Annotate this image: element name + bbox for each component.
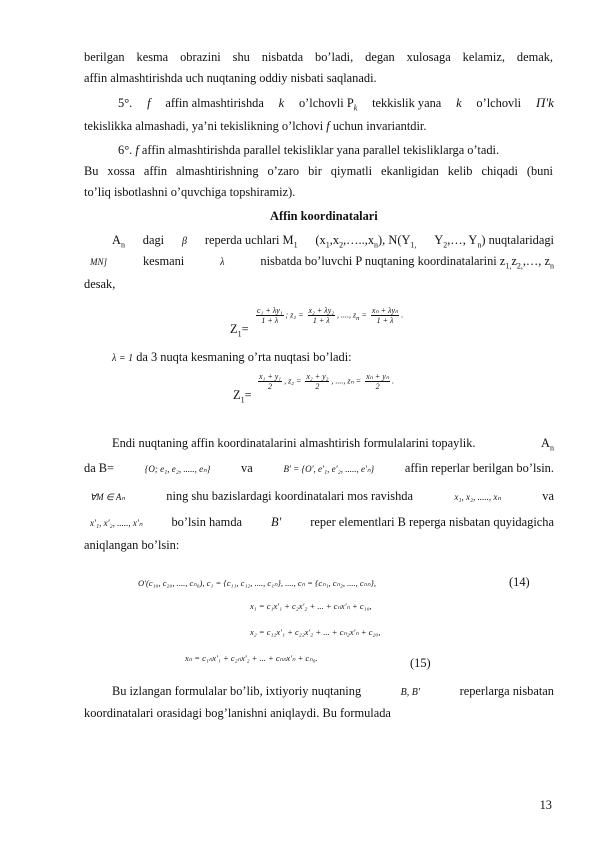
basis-b: {O; e₁, e₂, ....., eₙ} — [144, 464, 211, 474]
affin-line: aniqlangan bo’lsin: — [84, 538, 180, 552]
page-number: 13 — [539, 798, 552, 812]
affin-line: da B= {O; e₁, e₂, ....., eₙ} va B′ = {O′, e′₁, e′₂, ....., e′ₙ} affin reperlar berilgan bo’lsin. — [84, 461, 554, 475]
basis-b-prime: B′ = {O′, e′₁, e′₂, ....., e′ₙ} — [283, 464, 375, 474]
final-line: koordinatalari orasidagi bog’lanishni aniqlaydi. Bu formulada — [84, 706, 391, 720]
item-number: 5°. — [118, 96, 133, 110]
item-5-line: tekislikka almashadi, ya’ni tekislikning o’lchovi f uchun invariantdir. — [84, 119, 427, 133]
text: affin almashtirishda — [165, 96, 264, 110]
coords-line: MN] kesmani λ nisbatda bo’luvchi P nuqtaning koordinatalarini $z_{1,}z_{2,},\dots$, $z_n$ — [90, 254, 554, 271]
symbol-pi-k: Π′k — [535, 95, 554, 110]
equation-15-row-2: x₂ = c₁₂x′₁ + c₂₂x′₂ + ... + cₙ₂x′ₙ + c₂₀, — [250, 627, 381, 637]
section-heading: Affin koordinatalari — [270, 209, 378, 223]
z1-label: $Z_1=$ — [230, 322, 249, 339]
affin-line: Endi nuqtaning affin koordinatalarini almashtirish formulalarini topaylik. $A_n$ — [112, 436, 554, 453]
equation-number-15: (15) — [410, 656, 431, 670]
item-6-line: 6°. f affin almashtirishda parallel tekisliklar yana parallel tekisliklarga o’tadi. — [118, 143, 500, 157]
coords-x-prime: x′₁, x′₂, ....., x′ₙ — [90, 518, 143, 528]
forall-m: ∀M ∈ Aₙ — [90, 492, 125, 502]
coords-line: $A_n$ dagi β reperda uchlari $M_1$ $(x_1,x_2,\dots..,x_n)$, $N(Y_{1,}$ $Y_2,\dots$, $Y_n$) nuqtalaridagi — [112, 233, 554, 250]
formula-z-general: $\frac{\text{c₁ + λy₁}}{1 + \lambda}$ ; z₂ = $\frac{\text{x₂ + λy₂}}{1 + \lambda}$ , ...., $z_n$ = xₙ + λyₙ 1 + λ . — [257, 306, 404, 325]
item-6-line: to’liq isbotlashni o’quvchiga topshiramiz). — [84, 185, 296, 199]
equation-number-14: (14) — [509, 575, 530, 589]
symbol-f: f — [147, 96, 151, 110]
symbol-k: k — [456, 96, 462, 110]
z1-label-midpoint: $Z_1=$ — [233, 388, 252, 405]
final-line: Bu izlangan formulalar bo’lib, ixtiyoriy nuqtaning B, B′ reperlarga nisbatan — [112, 684, 554, 698]
paragraph-line: affin almashtirishda uch nuqtaning oddiy nisbati saqlanadi. — [84, 71, 377, 85]
formula-z-midpoint: $\frac{\text{x₁ + y₁}}{2}$ , z₂ = $\frac{\text{x₂ + y₂}}{2}$ , ...., zₙ = $\frac{\text{xₙ + yₙ}}{2}$ . — [259, 372, 394, 391]
item-6-line: Bu xossa affin almashtirishning o’zaro bir qiymatli ekanligidan kelib chiqadi (buni — [84, 164, 553, 178]
text: o’lchovli $P_k$ — [298, 96, 358, 113]
lambda-symbol: λ — [220, 257, 225, 268]
symbol-b-prime: B′ — [271, 515, 282, 529]
affin-line: x′₁, x′₂, ....., x′ₙ bo’lsin hamda B′ reper elementlari B reperga nisbatan quyidagicha — [90, 515, 554, 529]
item-5-line — [118, 95, 554, 115]
paragraph-line: berilgan kesma obrazini shu nisbatda bo’ladi, degan xulosaga kelamiz, demak, — [84, 50, 553, 64]
reper-symbol: β — [181, 236, 187, 247]
segment-mn-symbol: MN] — [90, 257, 108, 267]
text: o’lchovli — [476, 96, 522, 110]
lambda-one-line: λ = 1 da 3 nuqta kesmaning o’rta nuqtasi bo’ladi: — [112, 350, 352, 364]
equation-15-row-1: x₁ = c₁x′₁ + c₂x′₂ + ... + cₙx′ₙ + c₁₀, — [250, 601, 372, 611]
affin-line: ∀M ∈ Aₙ ning shu bazislardagi koordinatalari mos ravishda x₁, x₂, ....., xₙ va — [90, 489, 554, 503]
coords-x: x₁, x₂, ....., xₙ — [454, 492, 501, 502]
equation-14: O′(c₁₀, c₂₀, ...., cₙ₀), c₁ = {c₁₁, c₁₂, ...., c₁ₙ}, ...., cₙ = {cₙ₁, cₙ₂, ...., cₙₙ}, — [138, 578, 376, 588]
symbol-b-bprime: B, B′ — [400, 687, 421, 698]
symbol-k: k — [278, 96, 285, 110]
equation-15-row-3: xₙ = c₁ₙx′₁ + c₂ₙx′₂ + ... + cₙₙx′ₙ + cₙ₀. — [185, 653, 318, 663]
coords-line: desak, — [84, 277, 116, 291]
text: tekkislik yana — [372, 96, 442, 110]
